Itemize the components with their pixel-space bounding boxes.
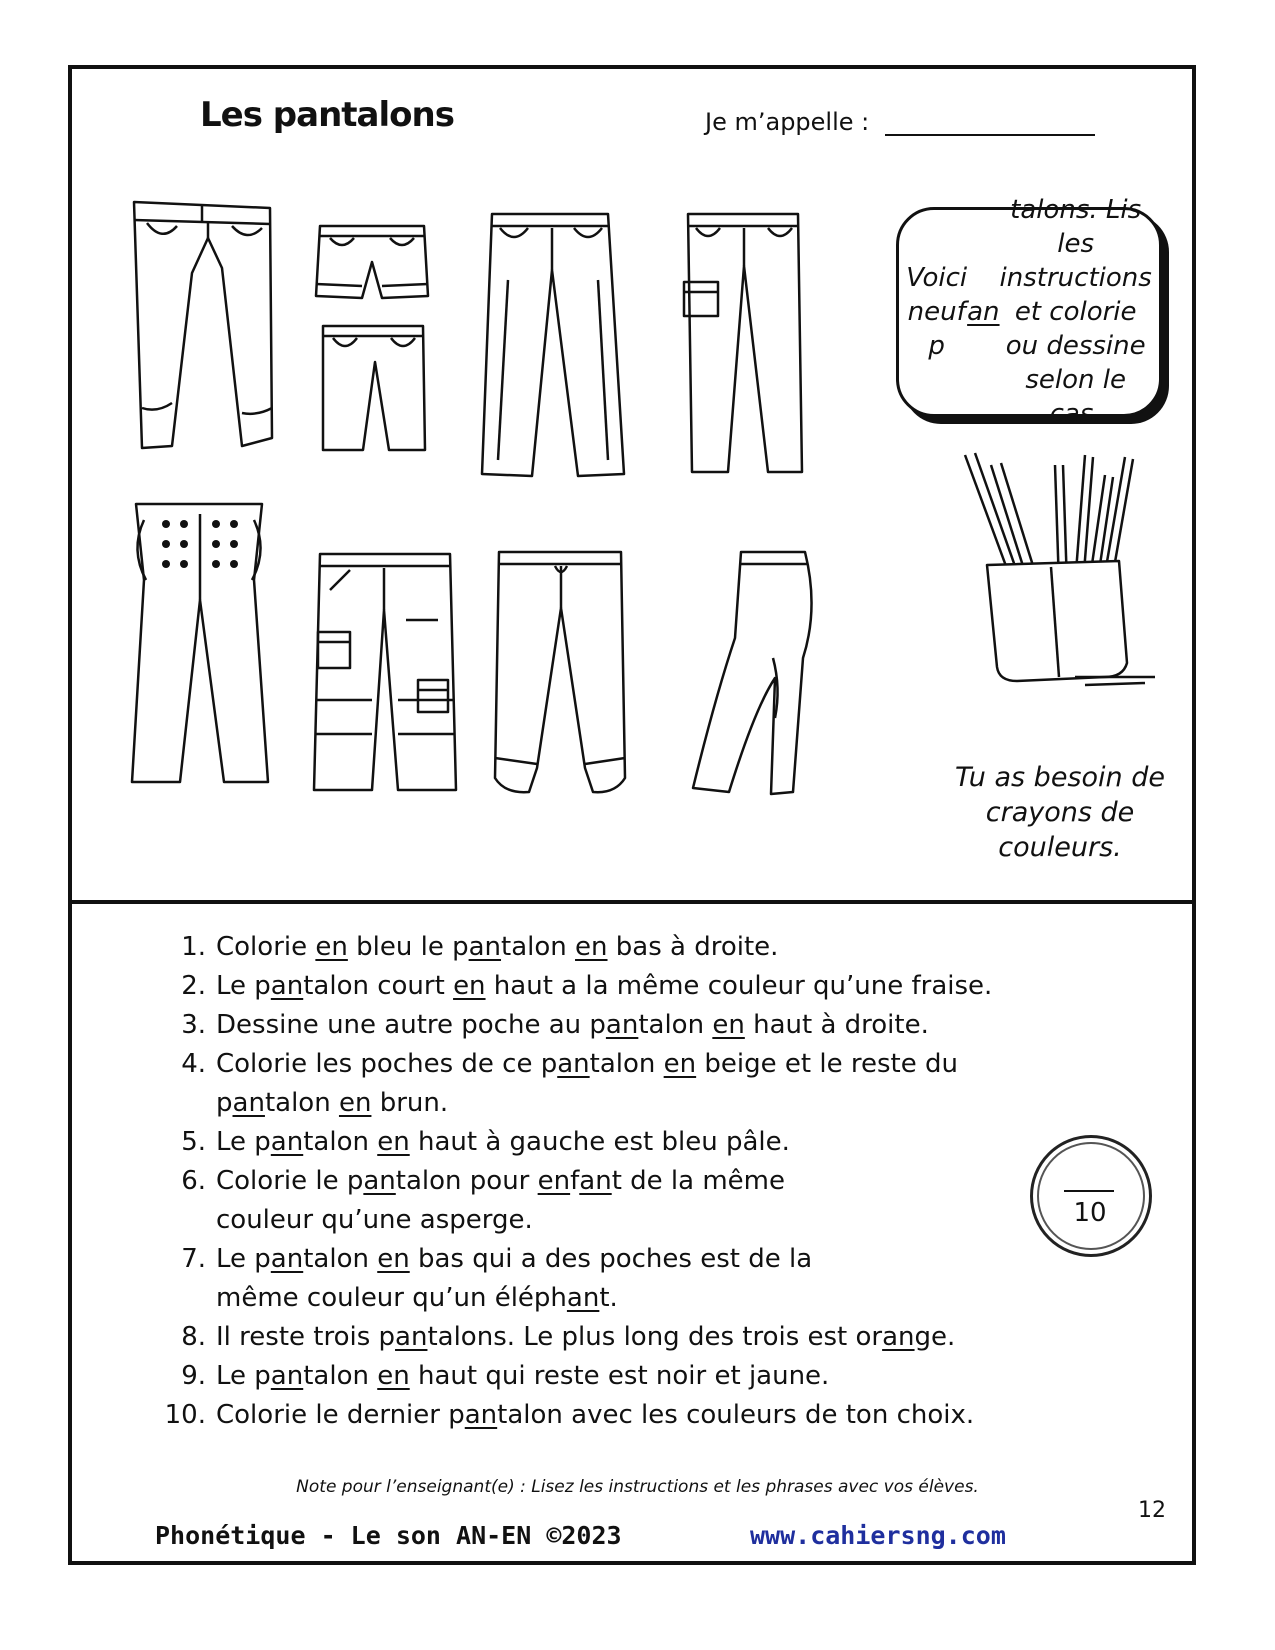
pants-2-shorts — [312, 222, 432, 304]
pants-4-wide-leg — [478, 210, 628, 482]
pants-7-cargo-pockets — [310, 550, 460, 798]
pants-6-high-waist — [118, 500, 278, 790]
instruction-list — [150, 928, 1016, 1435]
pants-8-joggers — [485, 548, 635, 798]
score-total: 10 — [1073, 1198, 1107, 1228]
pants-3-capri — [315, 322, 430, 456]
instruction-bubble: Voici neuf p an talons. Lis les instructions et colorie ou dessine selon le cas. — [896, 207, 1162, 417]
materials-note: Tu as besoin de crayons de couleurs. — [955, 762, 1165, 863]
name-input-line[interactable] — [885, 134, 1095, 136]
instruction-item: 9. Le pantalon en haut qui reste est noir et jaune. — [181, 1361, 830, 1391]
instruction-item: 2. Le pantalon court en haut a la même couleur qu’une fraise. — [181, 971, 993, 1001]
instruction-item: 7. Le pantalon en bas qui a des poches est de la même couleur qu’un éléphant. — [181, 1244, 813, 1313]
score-circle — [1030, 1135, 1152, 1257]
instruction-item: 4. Colorie les poches de ce pantalon en beige et le reste du pantalon en brun. — [181, 1049, 958, 1118]
score-blank-line[interactable] — [1064, 1190, 1114, 1192]
instruction-item: 6. Colorie le pantalon pour enfant de la même couleur qu’une asperge. — [181, 1166, 785, 1235]
pants-9-side-view — [685, 548, 825, 800]
name-label: Je m’appelle : — [705, 108, 870, 136]
pencil-cup-icon — [955, 445, 1165, 690]
instruction-item: 10. Colorie le dernier pantalon avec les couleurs de ton choix. — [164, 1400, 975, 1430]
footer-title: Phonétique - Le son AN-EN ©2023 — [155, 1521, 622, 1550]
page-number: 12 — [1138, 1498, 1166, 1523]
instruction-item: 1. Colorie en bleu le pantalon en bas à droite. — [181, 932, 779, 962]
footer-url-link[interactable]: www.cahiersng.com — [750, 1521, 1006, 1550]
instruction-item: 5. Le pantalon en haut à gauche est bleu pâle. — [181, 1127, 790, 1157]
section-divider — [68, 900, 1196, 904]
teacher-note: Note pour l’enseignant(e) : Lisez les instructions et les phrases avec vos élèves. — [296, 1477, 979, 1497]
instruction-item: 3. Dessine une autre poche au pantalon en haut à droite. — [181, 1010, 929, 1040]
pants-5-cargo-pocket — [678, 210, 813, 480]
instruction-item: 8. Il reste trois pantalons. Le plus long des trois est orange. — [181, 1322, 956, 1352]
page-title: Les pantalons — [200, 95, 454, 135]
pants-1-long-jeans — [122, 198, 292, 460]
